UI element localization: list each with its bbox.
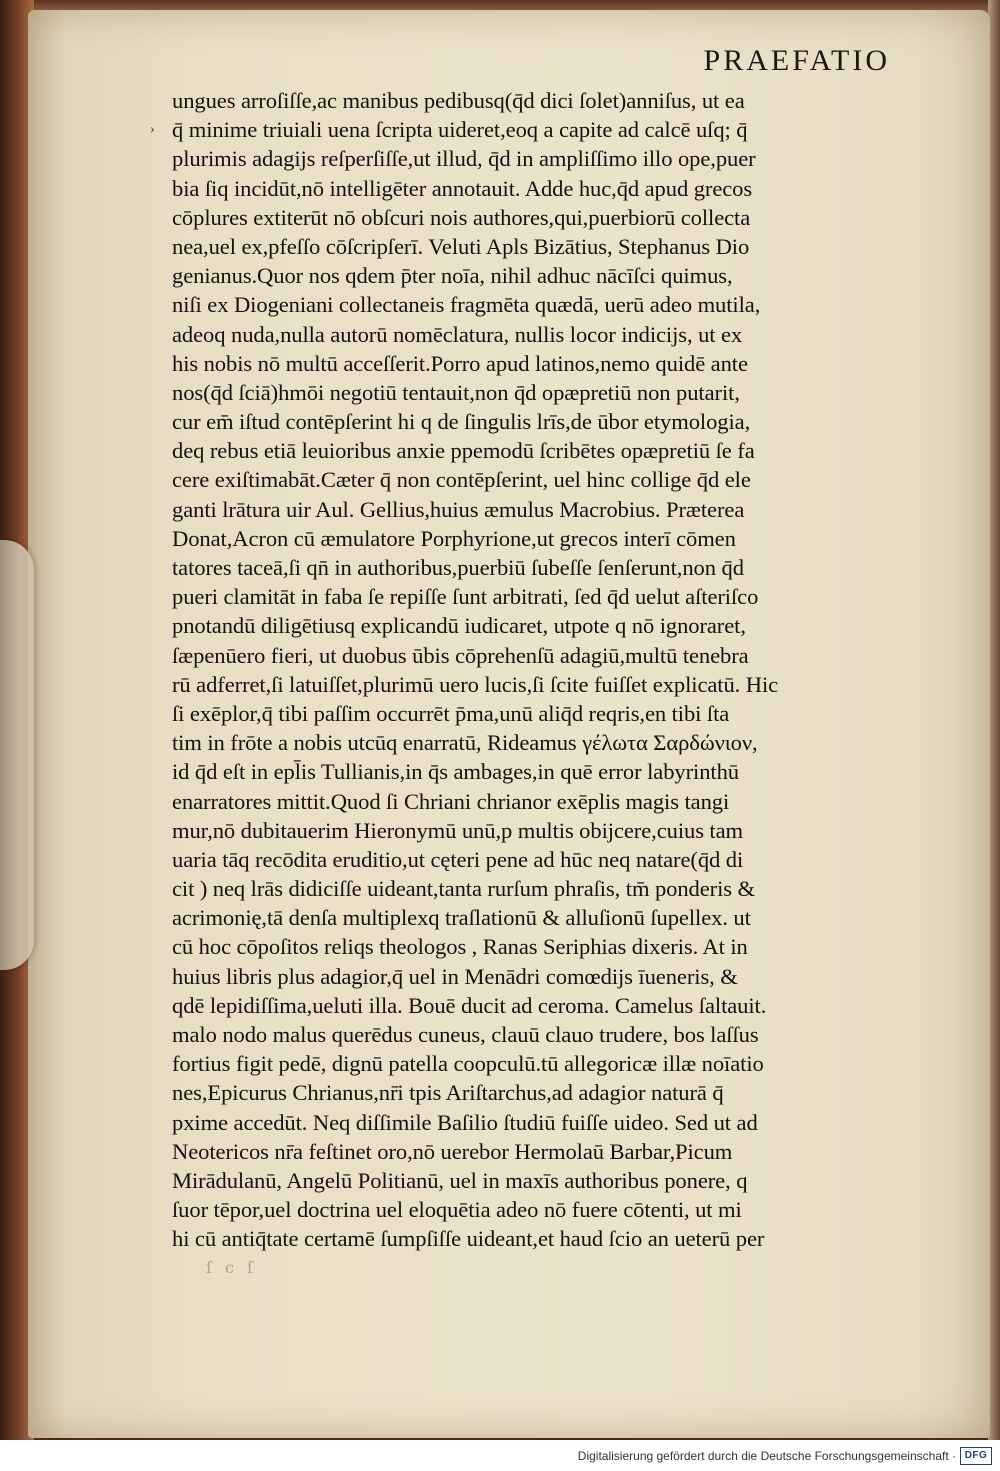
text-line xyxy=(142,611,912,640)
text-line-content: cū hoc cōpoſitos reliqs theologos , Ranas Seriphias dixeris. At in xyxy=(172,934,748,960)
text-line-content: niſi ex Diogeniani collectaneis fragmēta quædā, uerū adeo mutila, xyxy=(172,292,761,318)
text-line xyxy=(142,699,912,728)
text-line-content: plurimis adagijs reſperſiſſe,ut illud, q̄d in ampliſſimo illo ope,puer xyxy=(172,146,756,172)
text-line-content: ſuor tēpor,uel doctrina uel eloquētia adeo nō fuere cōtenti, ut mi xyxy=(172,1197,742,1223)
text-line-content: tatores taceā,ſi qn̄ in authoribus,puerbiū ſubeſſe ſenſerunt,non q̄d xyxy=(172,555,744,580)
running-head: PRAEFATIO xyxy=(703,44,890,77)
text-line-content: cere exiſtimabāt.Cæter q̄ non contēpſerint, uel hinc collige q̄d ele xyxy=(172,467,751,493)
text-line xyxy=(142,1195,912,1224)
text-line-content: id q̄d eſt in epl̄is Tullianis,in q̄s ambages,in quē error labyrinthū xyxy=(172,759,739,785)
text-line xyxy=(142,670,912,699)
text-line-content: pxime accedūt. Neq diſſimile Baſilio ſtudiū fuiſſe uideo. Sed ut ad xyxy=(172,1109,758,1135)
text-line-content: nes,Epicurus Chrianus,nr̄i tpis Ariſtarchus,ad adagior naturā q̄ xyxy=(172,1080,724,1106)
body-text xyxy=(142,86,912,1254)
text-line xyxy=(142,874,912,903)
text-line-content: his nobis nō multū acceſſerit.Porro apud latinos,nemo quidē ante xyxy=(172,350,748,376)
text-line-content: adeoq nuda,nulla autorū nomēclatura, nullis locor indicijs, ut ex xyxy=(172,321,743,347)
text-line xyxy=(142,1108,912,1137)
text-line xyxy=(142,757,912,786)
text-line xyxy=(142,903,912,932)
text-line-content: tim in frōte a nobis utcūq enarratū, Rideamus γέλωτα Σαρδώνιον, xyxy=(172,730,758,756)
text-line-content: ganti lrātura uir Aul. Gellius,huius æmulus Macrobius. Præterea xyxy=(172,496,745,522)
text-line-content: bia ſiq incidūt,nō intelligēter annotauit. Adde huc,q̄d apud grecos xyxy=(172,175,753,201)
text-line xyxy=(142,203,912,232)
text-line-content: uaria tāq recōdita eruditio,ut cęteri pene ad hūc neq natare(q̄d di xyxy=(172,846,744,872)
text-line-content: cur em̄ iſtud contēpſerint hi q de ſingulis lrīs,de ūbor etymologia, xyxy=(172,409,751,435)
text-line-content: cit ) neq lrās didiciſſe uideant,tanta rurſum phraſis, tm̄ ponderis & xyxy=(172,876,755,902)
marginal-mark: › xyxy=(150,122,155,138)
text-line xyxy=(142,787,912,816)
text-line xyxy=(142,1166,912,1195)
text-line xyxy=(142,582,912,611)
text-line xyxy=(142,845,912,874)
text-line xyxy=(142,495,912,524)
text-line xyxy=(142,349,912,378)
text-line-content: huius libris plus adagior,q̄ uel in Menādri comœdijs īueneris, & xyxy=(172,963,738,989)
text-line-content: pnotandū diligētiusq explicandū iudicaret, utpote q nō ignoraret, xyxy=(172,613,746,639)
text-line xyxy=(142,115,912,144)
text-line-content: genianus.Quor nos qdem p̄ter noīa, nihil adhuc nācīſci quimus, xyxy=(172,263,733,289)
bleed-through-marks: ſ c ſ xyxy=(206,1258,257,1277)
text-line-content: acrimonię,tā denſa multiplexq traſlationū & alluſionū ſupellex. ut xyxy=(172,905,751,931)
text-line xyxy=(142,261,912,290)
text-line xyxy=(142,1020,912,1049)
text-line xyxy=(142,1078,912,1107)
text-line-content: enarratores mittit.Quod ſi Chriani chrianor exēplis magis tangi xyxy=(172,788,730,814)
text-line xyxy=(142,174,912,203)
text-line-content: mur,nō dubitauerim Hieronymū unū,p multis obijcere,cuius tam xyxy=(172,817,744,843)
text-line xyxy=(142,1137,912,1166)
text-line xyxy=(142,641,912,670)
text-line-content: qdē lepidiſſima,ueluti illa. Bouē ducit ad ceroma. Camelus ſaltauit. xyxy=(172,992,767,1018)
text-line xyxy=(142,407,912,436)
text-line xyxy=(142,436,912,465)
text-line xyxy=(142,1049,912,1078)
text-line xyxy=(142,962,912,991)
text-line xyxy=(142,524,912,553)
funding-credit: Digitalisierung gefördert durch die Deutsche Forschungsgemeinschaft · xyxy=(577,1449,956,1463)
text-line xyxy=(142,232,912,261)
text-line xyxy=(142,932,912,961)
text-line xyxy=(142,378,912,407)
text-line-content: Mirādulanū, Angelū Politianū, uel in maxīs authoribus ponere, q xyxy=(172,1167,748,1193)
text-line-content: q̄ minime triuiali uena ſcripta uideret,eoq a capite ad calcē uſq; q̄ xyxy=(172,117,748,143)
text-line-content: hi cū antiq̄tate certamē ſumpſiſſe uideant,et haud ſcio an ueterū per xyxy=(172,1226,765,1252)
text-line xyxy=(142,991,912,1020)
text-line-content: rū adferret,ſi latuiſſet,plurimū uero lucis,ſi ſcite fuiſſet explicatū. Hic xyxy=(172,671,779,697)
text-line-content: cōplures extiterūt nō obſcuri nois authores,qui,puerbiorū collecta xyxy=(172,204,751,230)
text-line xyxy=(142,553,912,582)
text-line-content: ungues arroſiſſe,ac manibus pedibusq(q̄d dici ſolet)anniſus, ut ea xyxy=(172,88,745,113)
dfg-logo-icon: DFG xyxy=(960,1447,992,1465)
text-line xyxy=(142,144,912,173)
page-clasp xyxy=(0,540,34,970)
text-line xyxy=(142,728,912,757)
text-line-content: malo nodo malus querēdus cuneus, clauū clauo trudere, bos laſſus xyxy=(172,1022,759,1047)
text-line-content: ſæpenūero fieri, ut duobus ūbis cōprehenſū adagiū,multū tenebra xyxy=(172,642,749,668)
text-line-content: ſi exēplor,q̄ tibi paſſim occurrēt p̄ma,unū aliq̄d reqris,en tibi ſta xyxy=(172,700,730,726)
text-line-content: nea,uel ex,pfeſſo cōſcripſerī. Veluti Apls Bizātius, Stephanus Dio xyxy=(172,233,750,259)
text-line xyxy=(142,465,912,494)
text-line xyxy=(142,290,912,319)
text-line xyxy=(142,86,912,115)
text-line-content: Neotericos nr̄a feſtinet oro,nō uerebor Hermolaū Barbar,Picum xyxy=(172,1138,733,1164)
text-line-content: fortius figit pedē, dignū patella coopculū.tū allegoricæ illæ noīatio xyxy=(172,1051,764,1077)
text-line-content: deq rebus etiā leuioribus anxie ppemodū ſcribētes opæpretiū ſe fa xyxy=(172,438,755,464)
text-line xyxy=(142,1224,912,1253)
text-line-content: Donat,Acron cū æmulatore Porphyrione,ut grecos interī cōmen xyxy=(172,525,736,551)
text-line xyxy=(142,320,912,349)
text-line-content: pueri clamitāt in faba ſe repiſſe ſunt arbitrati, ſed q̄d uelut aſteriſco xyxy=(172,584,759,610)
text-line-content: nos(q̄d ſciā)hmōi negotiū tentauit,non q̄d opæpretiū non putarit, xyxy=(172,379,740,405)
footer-bar xyxy=(0,1440,1000,1471)
text-line xyxy=(142,816,912,845)
